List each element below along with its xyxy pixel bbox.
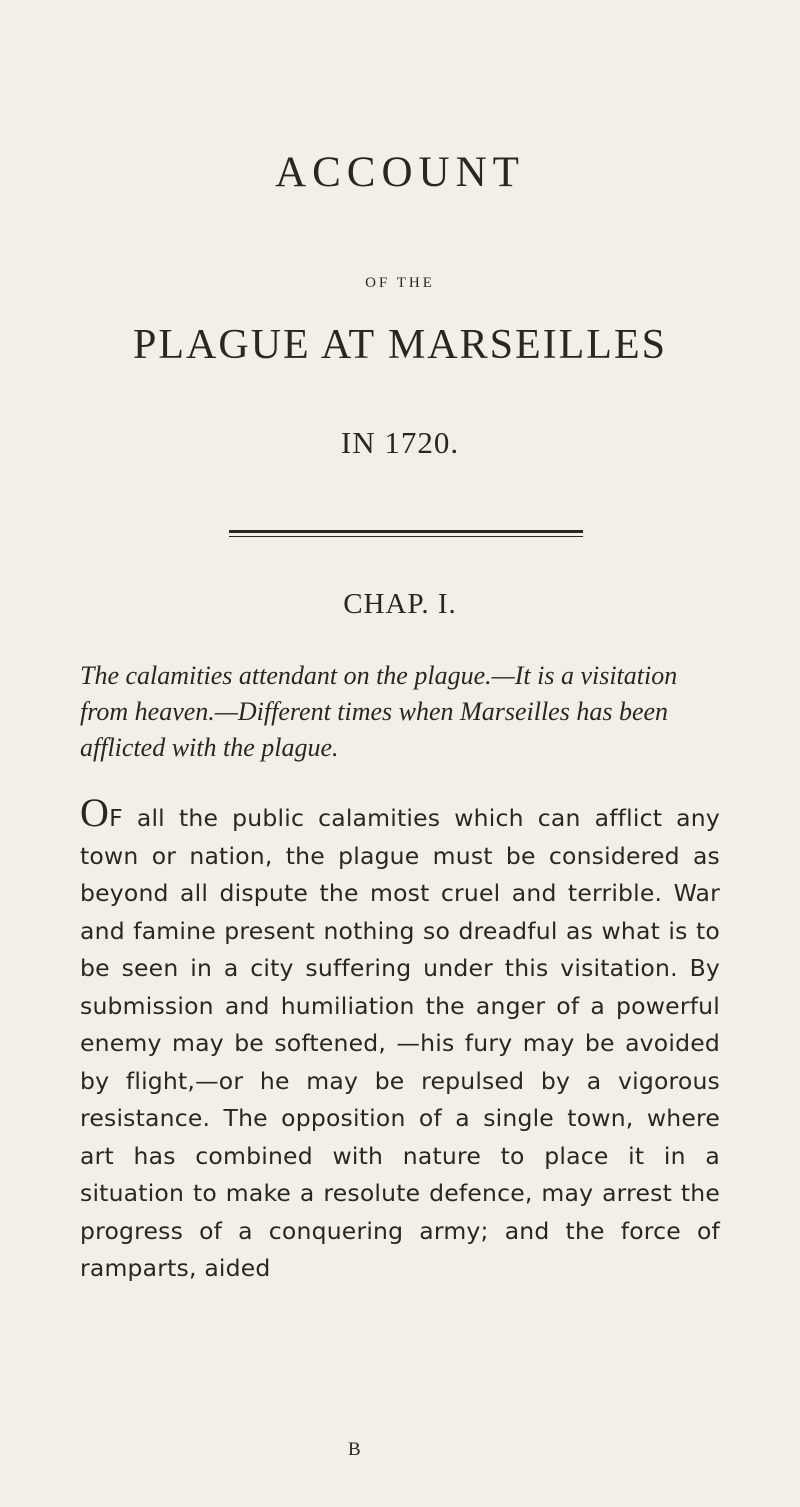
- body-paragraph: [80, 790, 720, 1288]
- chapter-heading: CHAP. I.: [343, 588, 457, 620]
- signature-mark: B: [348, 1439, 361, 1460]
- drop-cap: O: [80, 790, 110, 835]
- title-connector: OF THE: [365, 275, 435, 291]
- year-line: IN 1720.: [340, 425, 460, 460]
- body-text: all the public calamities which can afflict any town or nation, the plague must be considered as beyond all dispute the most cruel and terrible. War and famine present nothing so dreadful as what is to be seen in a city suffering under this visitation. By submission and humiliation the anger of a powerful enemy may be softened, —his fury may be avoided by flight,—or he may be repulsed by a vigorous resistance. The opposition of a single town, where art has combined with nature to place it in a situation to make a resolute defence, may arrest the progress of a conquering army; and the force of ramparts, aided: [80, 804, 720, 1282]
- double-rule-divider: [229, 530, 583, 533]
- page-subtitle: PLAGUE AT MARSEILLES: [133, 322, 667, 368]
- chapter-summary: The calamities attendant on the plague.—It is a visitation from heaven.—Different times when Marseilles has been afflicted with the plague.: [80, 661, 678, 762]
- page-title: ACCOUNT: [275, 149, 525, 196]
- small-caps-lead: F: [109, 804, 123, 832]
